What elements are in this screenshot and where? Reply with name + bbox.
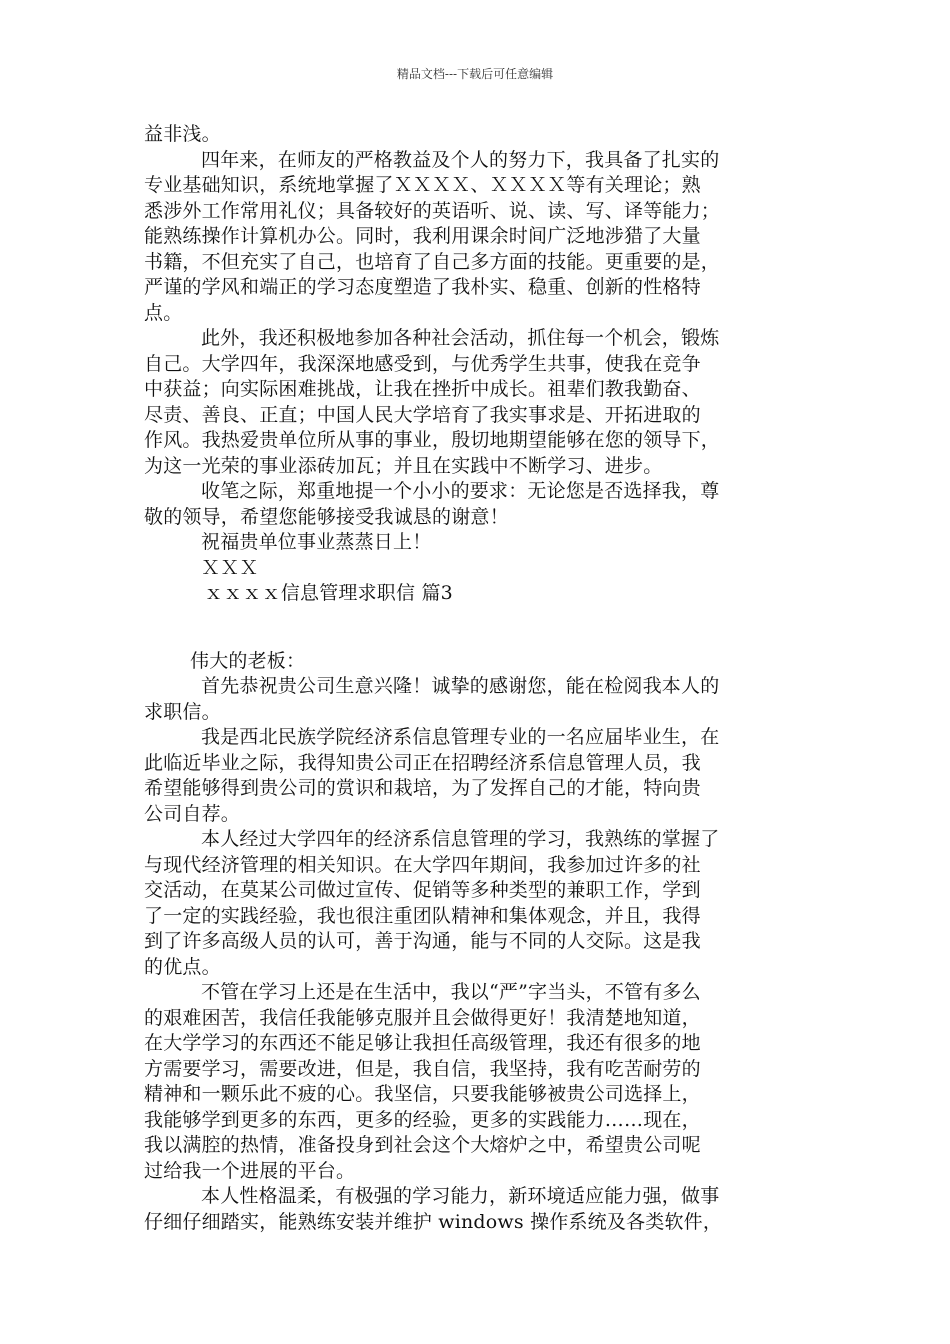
text-line: 方需要学习，需要改进，但是，我自信，我坚持，我有吃苦耐劳的 xyxy=(144,1057,701,1080)
text-line: 在大学学习的东西还不能足够让我担任高级管理，我还有很多的地 xyxy=(144,1032,701,1054)
text-line: 书籍，不但充实了自己，也培育了自己多方面的技能。更重要的是， xyxy=(144,250,721,273)
text-line: 四年来，在师友的严格教益及个人的努力下，我具备了扎实的 xyxy=(201,148,720,171)
text-line: 悉涉外工作常用礼仪；具备较好的英语听、说、读、写、译等能力； xyxy=(144,199,721,222)
text-line: 的艰难困苦，我信任我能够克服并且会做得更好！我清楚地知道， xyxy=(144,1006,701,1029)
text-line: 点。 xyxy=(144,301,183,324)
text-line: 公司自荐。 xyxy=(144,802,241,825)
text-line: 严谨的学风和端正的学习态度塑造了我朴实、稳重、创新的性格特 xyxy=(144,276,701,298)
text-line: 敬的领导，希望您能够接受我诚恳的谢意！ xyxy=(144,505,509,528)
text-line: 自己。大学四年，我深深地感受到，与优秀学生共事，使我在竞争 xyxy=(144,352,701,375)
text-line: 我能够学到更多的东西，更多的经验，更多的实践能力……现在， xyxy=(144,1108,701,1131)
text-line: 此临近毕业之际，我得知贵公司正在招聘经济系信息管理人员，我 xyxy=(144,751,701,774)
text-line: 益非浅。 xyxy=(144,123,221,145)
text-line: 首先恭祝贵公司生意兴隆！诚挚的感谢您，能在检阅我本人的 xyxy=(201,675,720,697)
text-line: 伟大的老板： xyxy=(190,649,306,672)
text-line: 中获益；向实际困难挑战，让我在挫折中成长。祖辈们教我勤奋、 xyxy=(144,378,701,400)
text-line: 的优点。 xyxy=(144,955,221,978)
page-header: 精品文档---下载后可任意编辑 xyxy=(396,67,554,81)
text-line: 祝福贵单位事业蒸蒸日上！ xyxy=(201,531,432,553)
text-line: 到了许多高级人员的认可，善于沟通，能与不同的人交际。这是我 xyxy=(144,930,701,952)
text-line: 本人性格温柔，有极强的学习能力，新环境适应能力强，做事 xyxy=(201,1185,720,1207)
text-line: 交活动，在莫某公司做过宣传、促销等多种类型的兼职工作，学到 xyxy=(144,879,701,901)
text-line: ＸＸＸ xyxy=(201,556,259,579)
text-line: 与现代经济管理的相关知识。在大学四年期间，我参加过许多的社 xyxy=(144,853,701,876)
text-line: 不管在学习上还是在生活中，我以“严”字当头，不管有多么 xyxy=(201,981,701,1003)
text-line: 我以满腔的热情，准备投身到社会这个大熔炉之中，希望贵公司呢 xyxy=(144,1134,701,1156)
text-line: 作风。我热爱贵单位所从事的事业，殷切地期望能够在您的领导下， xyxy=(144,429,721,451)
text-line: 此外，我还积极地参加各种社会活动，抓住每一个机会，锻炼 xyxy=(201,327,720,349)
text-line: 仔细仔细踏实，能熟练安装并维护 windows 操作系统及各类软件， xyxy=(144,1210,723,1233)
text-line: 希望能够得到贵公司的赏识和栽培，为了发挥自己的才能，特向贵 xyxy=(144,777,701,799)
text-line: 我是西北民族学院经济系信息管理专业的一名应届毕业生，在 xyxy=(201,726,720,748)
paragraph-gap xyxy=(144,607,824,649)
text-line: 过给我一个进展的平台。 xyxy=(144,1159,356,1182)
text-line: 求职信。 xyxy=(144,700,221,723)
text-line: ｘｘｘｘ信息管理求职信 篇3 xyxy=(204,582,453,604)
document-body xyxy=(144,122,824,1235)
text-line: 了一定的实践经验，我也很注重团队精神和集体观念，并且，我得 xyxy=(144,904,701,927)
text-line: 本人经过大学四年的经济系信息管理的学习，我熟练的掌握了 xyxy=(201,828,720,850)
text-line: 专业基础知识，系统地掌握了ＸＸＸＸ、ＸＸＸＸ等有关理论；熟 xyxy=(144,174,701,196)
text-line: 能熟练操作计算机办公。同时，我利用课余时间广泛地涉猎了大量 xyxy=(144,225,701,247)
text-line: 为这一光荣的事业添砖加瓦；并且在实践中不断学习、进步。 xyxy=(144,454,663,477)
text-line: 收笔之际，郑重地提一个小小的要求：无论您是否选择我，尊 xyxy=(201,480,720,502)
text-line: 尽责、善良、正直；中国人民大学培育了我实事求是、开拓进取的 xyxy=(144,403,701,426)
text-line: 精神和一颗乐此不疲的心。我坚信，只要我能够被贵公司选择上， xyxy=(144,1083,701,1105)
